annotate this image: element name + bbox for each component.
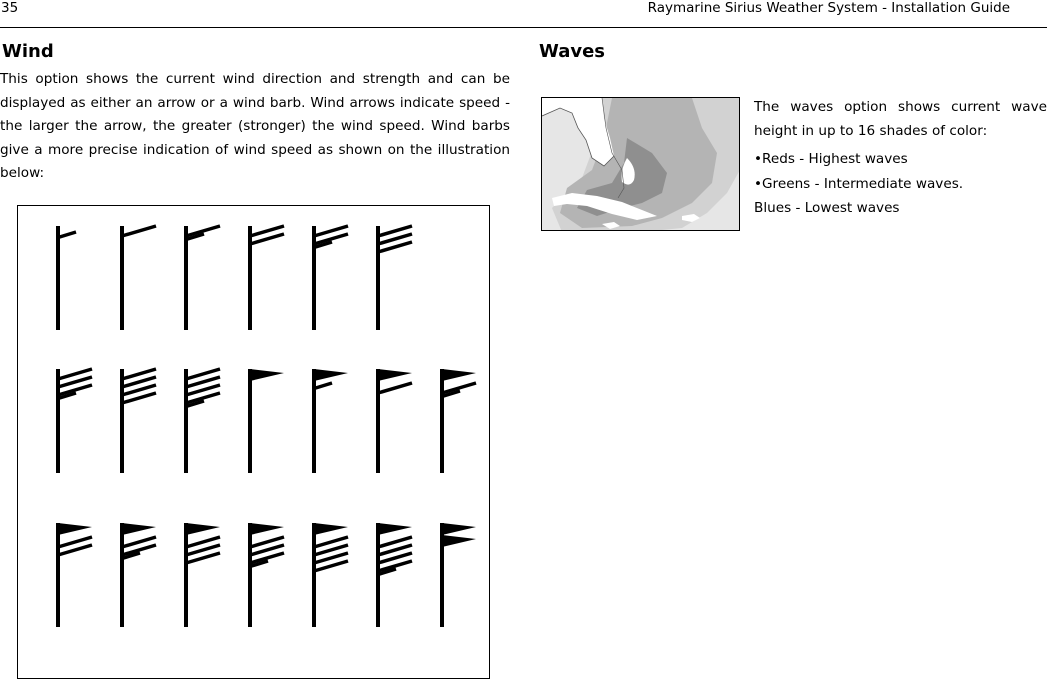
waves-color-list bbox=[754, 147, 1047, 221]
barb-pennant bbox=[314, 523, 348, 535]
barb-full-line bbox=[378, 383, 412, 393]
page-header bbox=[0, 0, 1047, 28]
waves-map-image bbox=[542, 98, 740, 231]
waves-description: The waves option shows current wave height in up to 16 shades of color: bbox=[754, 99, 1047, 139]
barb-pennant bbox=[314, 369, 348, 381]
wind-barb-illustration bbox=[17, 205, 490, 679]
barb-pennant bbox=[442, 523, 476, 535]
barb-pennant bbox=[122, 523, 156, 535]
barb-full-line bbox=[122, 226, 156, 236]
wind-heading: Wind bbox=[2, 41, 54, 62]
waves-heading: Waves bbox=[539, 41, 606, 62]
waves-item-greens: •Greens - Intermediate waves. bbox=[754, 175, 964, 192]
barb-pennant bbox=[442, 369, 476, 381]
barb-pennant bbox=[250, 523, 284, 535]
barb-half-line bbox=[314, 383, 332, 389]
barb-pennant bbox=[186, 523, 220, 535]
wind-barb-chart bbox=[18, 206, 491, 680]
waves-item-blues: Blues - Lowest waves bbox=[754, 200, 900, 216]
barb-pennant bbox=[378, 369, 412, 381]
wind-description: This option shows the current wind direction and strength and can be displayed as either an arrow or a wind barb. Wind arrows indicate speed - the larger the arrow, the greater (stronger) the wind speed. Wind barbs give a more precise indication of wind speed as shown on the illustration below: bbox=[0, 71, 510, 181]
waves-map bbox=[541, 97, 740, 231]
barb-half-line bbox=[58, 232, 76, 238]
barb-pennant bbox=[378, 523, 412, 535]
barb-pennant bbox=[58, 523, 92, 535]
page-number: 35 bbox=[1, 0, 19, 16]
waves-item-reds: •Reds - Highest waves bbox=[754, 151, 908, 167]
document-title: Raymarine Sirius Weather System - Installation Guide bbox=[647, 0, 1010, 16]
barb-pennant bbox=[250, 369, 284, 381]
barb-pennant bbox=[442, 535, 476, 547]
